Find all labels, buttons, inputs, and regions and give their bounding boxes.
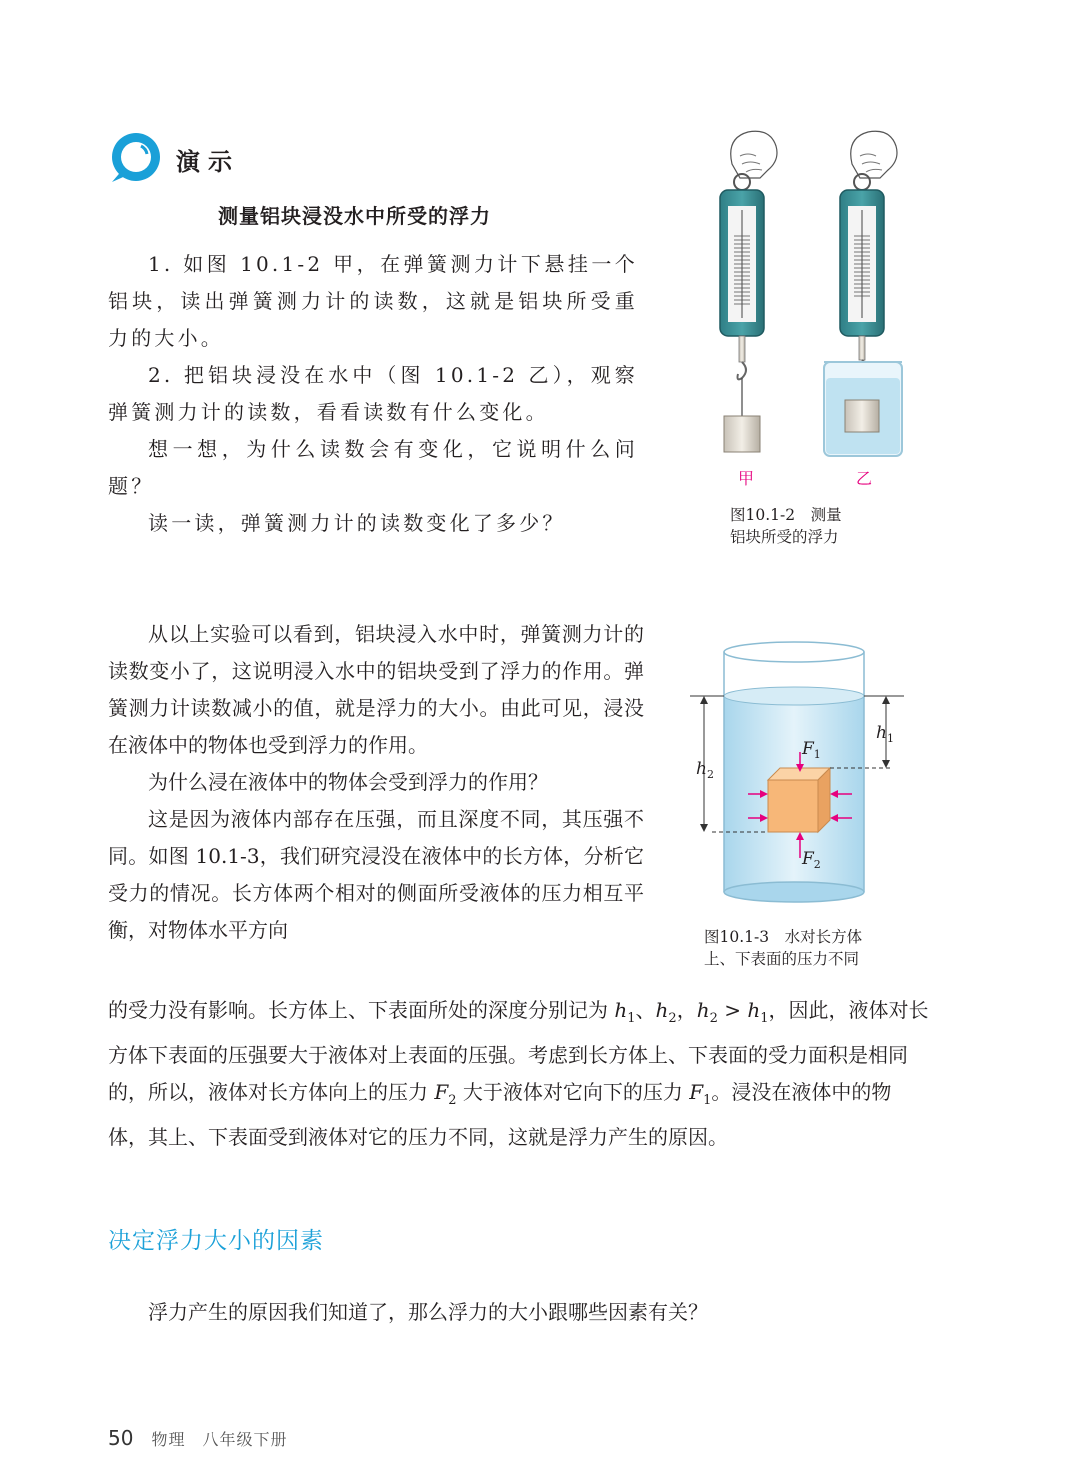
- body-paragraph-3: 这是因为液体内部存在压强，而且深度不同，其压强不同。如图 10.1-3，我们研究浸没在液体中的长方体，分析它受力的情况。长方体两个相对的侧面所受液体的压力相互平衡，对物体水平方向: [108, 807, 644, 942]
- hand-right-icon: [851, 131, 897, 178]
- figure-cube-in-water: [682, 630, 932, 930]
- section-paragraph: 浮力产生的原因我们知道了，那么浮力的大小跟哪些因素有关？: [148, 1300, 708, 1324]
- label-h2: $h_2$: [696, 759, 714, 781]
- page-footer: [108, 1426, 287, 1450]
- figure2-caption-line2: 上、下表面的压力不同: [704, 950, 860, 968]
- figure2-caption: [704, 926, 924, 970]
- label-F1: $F_1$: [802, 739, 821, 761]
- hand-left-icon: [731, 131, 777, 178]
- figure1-caption-line2: 铝块所受的浮力: [730, 528, 839, 546]
- body-text-column: [108, 616, 644, 949]
- demo-instructions: [108, 246, 638, 542]
- body-paragraph-continuation: 的受力没有影响。长方体上、下表面所处的深度分别记为 $h_1$、$h_2$，$h_2 > h_1$，因此，液体对长方体下表面的压强要大于液体对上表面的压强。考虑到长方体上、下表面的受力面积是相同的，所以，液体对长方体向上的压力 $F_2$ 大于液体对它向下的压力 $F_1$。浸没在液体中的物体，其上、下表面受到液体对它的压力不同，这就是浮力产生的原因。: [108, 998, 929, 1149]
- spring-scale-left: [720, 174, 764, 452]
- body-text-full-width: [108, 992, 930, 1156]
- demo-step-2: 2. 把铝块浸没在水中（图 10.1-2 乙），观察弹簧测力计的读数，看看读数有什么变化。: [108, 363, 638, 424]
- figure1-caption-line1: 图10.1-2 测量: [730, 506, 842, 524]
- demo-question-think: 想一想，为什么读数会有变化，它说明什么问题？: [108, 437, 638, 498]
- body-paragraph-1: 从以上实验可以看到，铝块浸入水中时，弹簧测力计的读数变小了，这说明浸入水中的铝块受到了浮力的作用。弹簧测力计读数减小的值，就是浮力的大小。由此可见，浸没在液体中的物体也受到浮力的作用。: [108, 622, 644, 757]
- spring-scale-right: [824, 174, 902, 456]
- demo-magnifier-icon: [108, 132, 162, 186]
- demo-header: [108, 132, 240, 186]
- label-h1: $h_1$: [876, 723, 894, 745]
- section-text: [108, 1294, 930, 1331]
- book-title: 物理 八年级下册: [151, 1430, 288, 1449]
- demo-title: 演示: [176, 147, 240, 176]
- body-paragraph-2: 为什么浸在液体中的物体会受到浮力的作用？: [148, 770, 548, 794]
- experiment-title: 测量铝块浸没水中所受的浮力: [218, 204, 491, 228]
- figure-spring-scale: [690, 126, 930, 506]
- figure1-caption: [730, 504, 910, 548]
- page-number: 50: [108, 1426, 134, 1450]
- demo-step-1: 1. 如图 10.1-2 甲，在弹簧测力计下悬挂一个铝块，读出弹簧测力计的读数，这就是铝块所受重力的大小。: [108, 252, 638, 350]
- label-yi: 乙: [856, 469, 873, 488]
- label-jia: 甲: [738, 469, 755, 488]
- section-title: 决定浮力大小的因素: [108, 1228, 324, 1254]
- figure2-caption-line1: 图10.1-3 水对长方体: [704, 928, 863, 946]
- label-F2: $F_2$: [802, 849, 821, 871]
- demo-question-read: 读一读，弹簧测力计的读数变化了多少？: [148, 511, 566, 535]
